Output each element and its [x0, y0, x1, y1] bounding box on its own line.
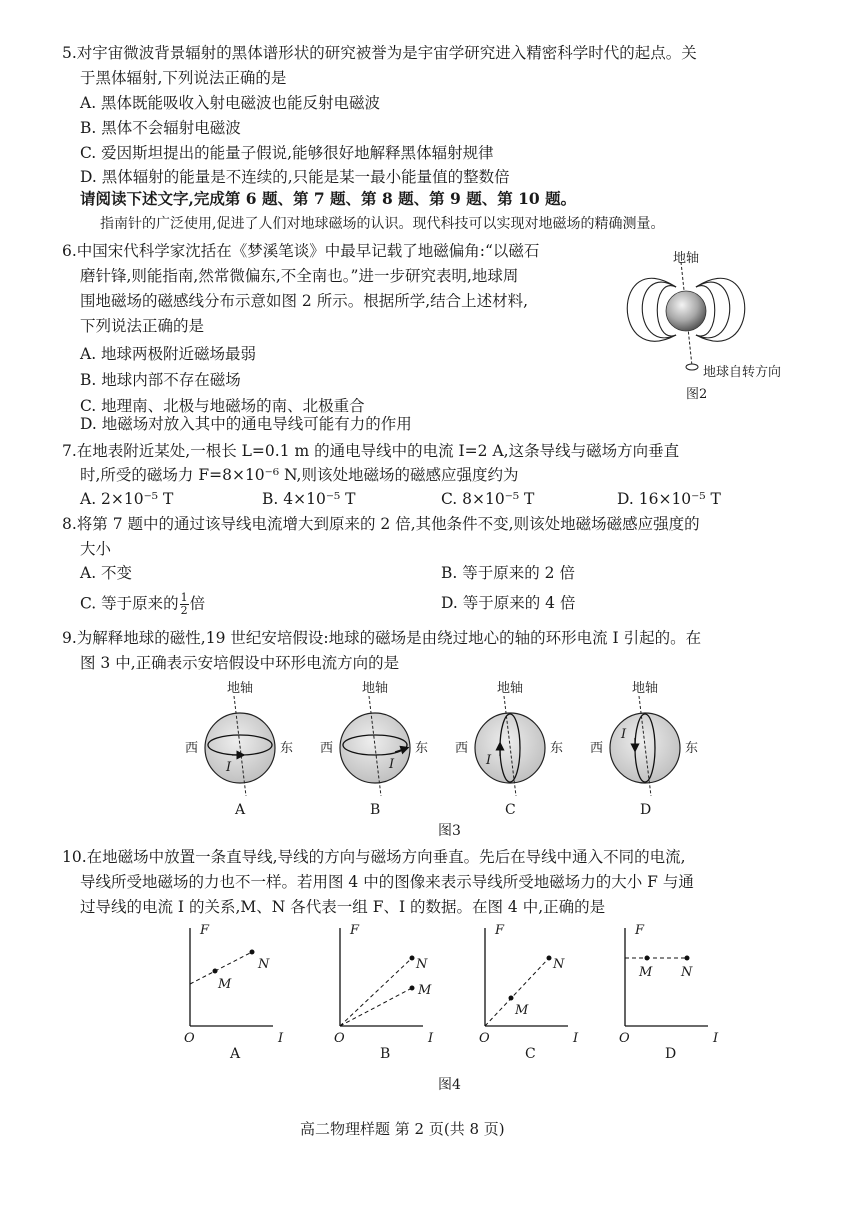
svg-text:I: I [573, 1031, 579, 1046]
fig4-panel-c [479, 923, 579, 1062]
svg-text:西: 西 [185, 741, 199, 756]
fig3-caption: 图3 [438, 823, 461, 839]
svg-text:M: M [639, 965, 653, 980]
svg-text:I: I [486, 753, 492, 768]
earth-sphere [666, 291, 706, 331]
svg-text:O: O [334, 1031, 345, 1046]
q5-option-d: D. 黑体辐射的能量是不连续的,只能是某一最小能量值的整数倍 [80, 168, 510, 186]
q7-option-b: B. 4×10⁻⁵ T [262, 490, 356, 508]
svg-text:D: D [665, 1046, 677, 1062]
svg-text:D: D [640, 802, 652, 818]
svg-text:西: 西 [590, 741, 604, 756]
svg-text:C: C [505, 802, 516, 818]
svg-text:O: O [184, 1031, 195, 1046]
svg-text:A: A [230, 1046, 241, 1062]
reading-passage: 指南针的广泛使用,促进了人们对地球磁场的认识。现代科技可以实现对地磁场的精确测量。 [100, 216, 665, 232]
page-footer: 高二物理样题 第 2 页(共 8 页) [300, 1120, 505, 1138]
svg-text:I: I [278, 1031, 284, 1046]
svg-text:M: M [418, 983, 432, 998]
svg-text:N: N [553, 957, 565, 972]
q8-option-a: A. 不变 [80, 564, 133, 582]
q6-option-d: D. 地磁场对放入其中的通电导线可能有力的作用 [80, 415, 412, 433]
svg-text:I: I [389, 757, 395, 772]
fig4-panel-d [619, 923, 719, 1062]
svg-text:C: C [525, 1046, 536, 1062]
q6-option-c: C. 地理南、北极与地磁场的南、北极重合 [80, 397, 365, 415]
fig3-panel-a [185, 680, 293, 818]
fig2-axis-label: 地轴 [673, 251, 700, 266]
q5-option-b: B. 黑体不会辐射电磁波 [80, 119, 241, 137]
q6-stem-line4: 下列说法正确的是 [80, 317, 205, 335]
fig4-caption: 图4 [438, 1077, 461, 1093]
svg-text:F: F [350, 923, 360, 938]
fig4-panel-a [184, 923, 284, 1062]
svg-text:东: 东 [415, 741, 429, 756]
svg-text:F: F [635, 923, 645, 938]
svg-text:西: 西 [320, 741, 334, 756]
fraction-denominator: 2 [180, 604, 188, 617]
svg-text:N: N [416, 957, 428, 972]
q7-option-a: A. 2×10⁻⁵ T [80, 490, 174, 508]
svg-text:M: M [515, 1003, 529, 1018]
q8-option-d: D. 等于原来的 4 倍 [441, 594, 576, 612]
q6-stem-line2: 磨针锋,则能指南,然常微偏东,不全南也。”进一步研究表明,地球周 [80, 267, 519, 285]
svg-text:N: N [681, 965, 693, 980]
svg-text:A: A [235, 802, 246, 818]
q8-stem-line2: 大小 [80, 540, 112, 558]
q5-stem-line2: 于黑体辐射,下列说法正确的是 [80, 69, 287, 87]
svg-text:N: N [258, 957, 270, 972]
svg-text:I: I [713, 1031, 719, 1046]
fig3-panel-d [590, 680, 698, 818]
q10-stem-line3: 过导线的电流 I 的关系,M、N 各代表一组 F、I 的数据。在图 4 中,正确的是 [80, 898, 606, 916]
q6-option-a: A. 地球两极附近磁场最弱 [80, 345, 257, 363]
q6-stem-line1: 6.中国宋代科学家沈括在《梦溪笔谈》中最早记载了地磁偏角:“以磁石 [62, 242, 540, 260]
figure-2-earth-field [606, 240, 806, 405]
fig3-panel-c [455, 680, 563, 818]
q5-stem-line1: 5.对宇宙微波背景辐射的黑体谱形状的研究被誉为是宇宙学研究进入精密科学时代的起点。关 [62, 44, 697, 62]
svg-text:O: O [479, 1031, 490, 1046]
q7-stem-line1: 7.在地表附近某处,一根长 L=0.1 m 的通电导线中的电流 I=2 A,这条导线与磁场方向垂直 [62, 442, 680, 460]
svg-text:东: 东 [550, 741, 564, 756]
q10-stem-line2: 导线所受地磁场的力也不一样。若用图 4 中的图像来表示导线所受地磁场力的大小 F 与通 [80, 873, 694, 891]
reading-instruction: 请阅读下述文字,完成第 6 题、第 7 题、第 8 题、第 9 题、第 10 题。 [80, 189, 577, 208]
fig2-rotation-label: 地球自转方向 [703, 365, 782, 380]
q6-stem-line3: 围地磁场的磁感线分布示意如图 2 所示。根据所学,结合上述材料, [80, 292, 529, 310]
svg-text:地轴: 地轴 [632, 681, 659, 696]
fig3-panel-b [320, 680, 428, 818]
q10-stem-line1: 10.在地磁场中放置一条直导线,导线的方向与磁场方向垂直。先后在导线中通入不同的电流, [62, 848, 686, 866]
q7-stem-line2: 时,所受的磁场力 F=8×10⁻⁶ N,则该处地磁场的磁感应强度约为 [80, 466, 519, 484]
svg-text:B: B [370, 802, 381, 818]
svg-text:M: M [218, 977, 232, 992]
q7-option-c: C. 8×10⁻⁵ T [441, 490, 535, 508]
figure-3-current-loops [180, 678, 700, 824]
svg-text:F: F [495, 923, 505, 938]
q6-option-b: B. 地球内部不存在磁场 [80, 371, 241, 389]
svg-text:东: 东 [280, 741, 294, 756]
svg-text:地轴: 地轴 [362, 681, 389, 696]
svg-text:I: I [621, 727, 627, 742]
figure-4-f-i-graphs [178, 918, 738, 1063]
q8-stem-line1: 8.将第 7 题中的通过该导线电流增大到原来的 2 倍,其他条件不变,则该处地磁场磁感应强度的 [62, 515, 700, 533]
svg-text:B: B [380, 1046, 391, 1062]
q8-option-b: B. 等于原来的 2 倍 [441, 564, 575, 582]
svg-text:西: 西 [455, 741, 469, 756]
svg-text:I: I [428, 1031, 434, 1046]
fig4-panel-b [334, 923, 434, 1062]
fraction-numerator: 1 [180, 591, 188, 604]
fig2-caption: 图2 [686, 387, 708, 402]
svg-text:地轴: 地轴 [497, 681, 524, 696]
q8-option-c-prefix: C. 等于原来的 [80, 594, 179, 613]
svg-text:东: 东 [685, 741, 699, 756]
q8-option-c-suffix: 倍 [189, 594, 206, 613]
svg-text:地轴: 地轴 [227, 681, 254, 696]
svg-text:O: O [619, 1031, 630, 1046]
q7-option-d: D. 16×10⁻⁵ T [617, 490, 721, 508]
q8-option-c-fraction [180, 592, 189, 617]
svg-text:I: I [226, 760, 232, 775]
q9-stem-line2: 图 3 中,正确表示安培假设中环形电流方向的是 [80, 654, 400, 672]
q8-option-c [80, 592, 205, 617]
q9-stem-line1: 9.为解释地球的磁性,19 世纪安培假设:地球的磁场是由绕过地心的轴的环形电流 I 引起的。在 [62, 629, 702, 647]
q5-option-c: C. 爱因斯坦提出的能量子假说,能够很好地解释黑体辐射规律 [80, 144, 494, 162]
svg-text:F: F [200, 923, 210, 938]
q5-option-a: A. 黑体既能吸收入射电磁波也能反射电磁波 [80, 94, 381, 112]
